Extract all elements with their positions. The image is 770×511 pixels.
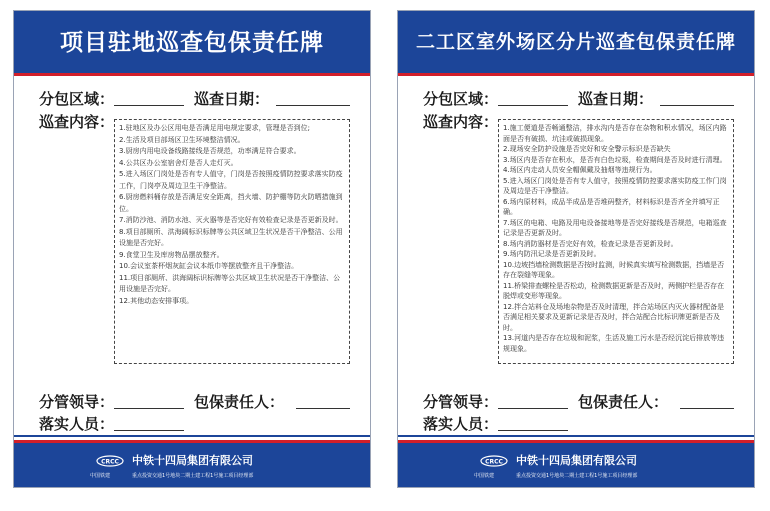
date-label: 巡查日期：: [578, 90, 654, 108]
inspection-item: 8.场内消防器材是否完好有效，检查记录是否更新及时。: [503, 239, 678, 248]
inspection-item: 5.进入场区门岗处是否有专人值守，按照疫情防控要求落实防疫工作门岗及周边是否干净整洁。: [503, 176, 727, 195]
inspection-item: 3.厨房内用电设备线路接线是否规范，功率满足符合要求。: [119, 147, 301, 155]
svg-text:CRCC: CRCC: [485, 458, 503, 466]
inspection-item: 1.施工便道是否畅通整洁，排水沟内是否存在杂物和积水情况，场区内路面是否有破损、坑洼或破损现象。: [503, 124, 727, 143]
inspection-item: 9.食堂卫生及库房物品摆放整齐。: [119, 250, 224, 259]
board-header: [14, 11, 370, 73]
inspection-item: 12.其他动态安排事项。: [119, 296, 194, 305]
inspection-item: 1.驻地区及办公区用电是否满足用电规定要求，管理是否到位;: [119, 124, 311, 132]
inspection-item: 6.场内原材料，成品半成品是否堆码整齐，材料标识是否齐全并填写正确。: [503, 197, 720, 216]
crcc-logo-icon: [96, 455, 124, 467]
board-footer: [398, 443, 754, 487]
responsible-underline: [680, 408, 734, 409]
inspection-item: 2.现场安全防护设施是否完好和安全警示标识是否缺失: [503, 145, 671, 153]
leader-label: 分管领导：: [39, 393, 115, 411]
responsible-label: 包保责任人：: [194, 393, 285, 411]
logo-caption: 中国铁建: [90, 473, 111, 479]
inspection-item: 13.河道内是否存在垃圾和泥浆，生活及施工污水是否经沉淀后排放等违规现象。: [503, 334, 725, 353]
inspection-item: 4.公共区办公室宿舍灯是否人走灯灭。: [119, 158, 238, 167]
leader-underline: [498, 408, 568, 409]
logo-caption: 中国铁建: [474, 473, 495, 479]
date-underline: [276, 105, 350, 106]
svg-text:CRCC: CRCC: [101, 458, 119, 466]
header-red-stripe: [398, 73, 754, 76]
responsibility-board-right: [397, 10, 755, 488]
board-header: [398, 11, 754, 73]
leader-underline: [114, 408, 184, 409]
inspection-content-box: [114, 119, 350, 364]
implementer-label: 落实人员：: [39, 415, 115, 433]
date-underline: [660, 105, 734, 106]
inspection-item: 10.边坡挡墙检测数据是否按时监测，时候真实填写检测数据，挡墙是否存在裂缝等现象。: [503, 260, 725, 279]
area-label: 分包区域：: [39, 90, 115, 108]
inspection-item: 2.生活及项目部场区卫生环境整洁情况。: [119, 135, 245, 144]
header-red-stripe: [14, 73, 370, 76]
content-label: 巡查内容：: [39, 113, 115, 131]
inspection-item: 12.拌合站料仓及场地杂物是否及时清理，拌合站场区内灭火器材配备是否满足相关要求及更新记录是否及时，拌合站配合比标识牌更新是否及时。: [503, 302, 725, 332]
inspection-item: 7.场区的电箱、电路及用电设备接地等是否完好接线是否规范，电箱巡查记录是否更新及时。: [503, 218, 727, 237]
inspection-item: 3.场区内是否存在积水，是否有白色垃圾，检查期间是否及时进行清理。: [503, 155, 727, 164]
board-title: 项目驻地巡查包保责任牌: [60, 30, 324, 56]
responsible-label: 包保责任人：: [578, 393, 669, 411]
crcc-logo-icon: [480, 455, 508, 467]
inspection-item: 5.进入场区门岗处是否有专人值守，门岗是否按照疫情防控要求落实防疫工作，门岗亭及周边卫生干净整洁。: [119, 170, 343, 190]
inspection-item: 11.桥梁排查螺栓是否松动，检测数据更新是否及时，两侧护栏是否存在脱焊或变形等现象。: [503, 281, 725, 300]
inspection-content-box: [498, 119, 734, 364]
implementer-underline: [498, 430, 568, 431]
area-underline: [498, 105, 568, 106]
company-address: 重点投资交通1号地块二期土建工程1号施工项目经理部: [516, 473, 638, 479]
inspection-item: 6.厨房燃料桶存放是否满足安全距离，挡火墙、防护棚等防火防晒措施到位。: [119, 193, 343, 213]
responsibility-board-left: [13, 10, 371, 488]
board-title: 二工区室外场区分片巡查包保责任牌: [415, 31, 736, 53]
implementer-underline: [114, 430, 184, 431]
responsible-underline: [296, 408, 350, 409]
inspection-item: 4.场区内走动人员安全帽佩戴及抽烟等违规行为。: [503, 166, 657, 174]
company-name: 中铁十四局集团有限公司: [132, 454, 253, 467]
company-name: 中铁十四局集团有限公司: [516, 454, 637, 467]
inspection-item: 10.会议室茶杯烟灰缸会议本纸巾等摆放整齐且干净整洁。: [119, 262, 299, 270]
leader-label: 分管领导：: [423, 393, 499, 411]
area-label: 分包区域：: [423, 90, 499, 108]
content-label: 巡查内容：: [423, 113, 499, 131]
inspection-item: 9.场内防汛记录是否更新及时。: [503, 250, 601, 258]
inspection-item: 11.项目部厕所、洪海阔标识标牌等公共区域卫生状况是否干净整洁、公用设施是否完好。: [119, 273, 341, 293]
inspection-item: 8.项目部厕所、洪海阔标识标牌等公共区域卫生状况是否干净整洁、公用设施是否完好。: [119, 227, 343, 247]
company-address: 重点投资交通1号地块二期土建工程1号施工项目经理部: [132, 473, 254, 479]
date-label: 巡查日期：: [194, 90, 270, 108]
area-underline: [114, 105, 184, 106]
implementer-label: 落实人员：: [423, 415, 499, 433]
board-footer: [14, 443, 370, 487]
inspection-item: 7.消防沙池、消防水池、灭火器等是否完好有效检查记录是否更新及时。: [119, 216, 343, 224]
